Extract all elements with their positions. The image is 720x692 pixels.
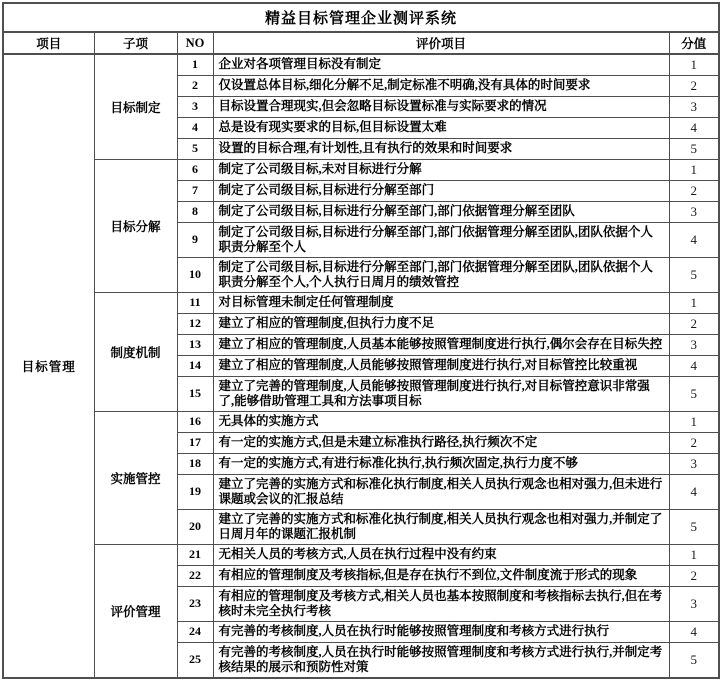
row-score: 1	[669, 54, 719, 75]
row-score: 5	[669, 376, 719, 411]
row-text: 制定了公司级目标,目标进行分解至部门,部门依据管理分解至团队	[213, 201, 669, 222]
row-score: 1	[669, 411, 719, 432]
row-text: 有完善的考核制度,人员在执行时能够按照管理制度和考核方式进行执行,并制定考核结果的展示和预防性对策	[213, 642, 669, 678]
row-no: 6	[177, 159, 213, 180]
row-score: 5	[669, 257, 719, 292]
row-text: 有一定的实施方式,但是未建立标准执行路径,执行频次不定	[213, 432, 669, 453]
row-score: 5	[669, 138, 719, 159]
row-no: 17	[177, 432, 213, 453]
subitem-cell-system-mechanism: 制度机制	[94, 292, 177, 411]
row-text: 建立了相应的管理制度,人员能够按照管理制度进行执行,对目标管控比较重视	[213, 355, 669, 376]
subitem-cell-implementation-control: 实施管控	[94, 411, 177, 544]
row-score: 2	[669, 565, 719, 586]
project-cell: 目标管理	[3, 54, 94, 678]
row-score: 3	[669, 96, 719, 117]
column-header-no: NO	[177, 32, 213, 54]
row-no: 13	[177, 334, 213, 355]
row-score: 2	[669, 75, 719, 96]
row-no: 7	[177, 180, 213, 201]
row-no: 19	[177, 474, 213, 509]
subitem-cell-goal-setting: 目标制定	[94, 54, 177, 159]
subitem-cell-goal-decomposition: 目标分解	[94, 159, 177, 292]
row-no: 15	[177, 376, 213, 411]
row-no: 23	[177, 586, 213, 621]
row-no: 16	[177, 411, 213, 432]
row-text: 建立了相应的管理制度,但执行力度不足	[213, 313, 669, 334]
page-title: 精益目标管理企业测评系统	[3, 3, 719, 32]
row-score: 4	[669, 621, 719, 642]
row-score: 5	[669, 642, 719, 678]
row-score: 3	[669, 453, 719, 474]
row-score: 4	[669, 117, 719, 138]
row-no: 9	[177, 222, 213, 257]
row-no: 11	[177, 292, 213, 313]
row-score: 4	[669, 222, 719, 257]
table-row	[3, 54, 719, 75]
row-score: 2	[669, 313, 719, 334]
row-text: 目标设置合理现实,但会忽略目标设置标准与实际要求的情况	[213, 96, 669, 117]
row-no: 3	[177, 96, 213, 117]
row-text: 有完善的考核制度,人员在执行时能够按照管理制度和考核方式进行执行	[213, 621, 669, 642]
column-header-project: 项目	[3, 32, 94, 54]
row-score: 1	[669, 544, 719, 565]
row-no: 4	[177, 117, 213, 138]
row-no: 10	[177, 257, 213, 292]
row-text: 建立了完善的实施方式和标准化执行制度,相关人员执行观念也相对强力,但未进行课题或会议的汇报总结	[213, 474, 669, 509]
row-score: 4	[669, 355, 719, 376]
row-text: 制定了公司级目标,目标进行分解至部门	[213, 180, 669, 201]
row-score: 3	[669, 586, 719, 621]
table-row	[3, 544, 719, 565]
row-text: 总是设有现实要求的目标,但目标设置太难	[213, 117, 669, 138]
row-text: 制定了公司级目标,未对目标进行分解	[213, 159, 669, 180]
row-no: 25	[177, 642, 213, 678]
row-text: 制定了公司级目标,目标进行分解至部门,部门依据管理分解至团队,团队依据个人职责分解至个人	[213, 222, 669, 257]
row-no: 24	[177, 621, 213, 642]
table-row	[3, 411, 719, 432]
row-text: 无具体的实施方式	[213, 411, 669, 432]
row-no: 12	[177, 313, 213, 334]
row-no: 18	[177, 453, 213, 474]
row-score: 2	[669, 180, 719, 201]
row-text: 制定了公司级目标,目标进行分解至部门,部门依据管理分解至团队,团队依据个人职责分解至个人,个人执行日周月的绩效管控	[213, 257, 669, 292]
row-score: 1	[669, 292, 719, 313]
row-text: 有相应的管理制度及考核指标,但是存在执行不到位,文件制度流于形式的现象	[213, 565, 669, 586]
table-row	[3, 159, 719, 180]
header-row	[3, 32, 719, 54]
row-no: 1	[177, 54, 213, 75]
row-score: 3	[669, 334, 719, 355]
row-no: 22	[177, 565, 213, 586]
row-text: 有一定的实施方式,有进行标准化执行,执行频次固定,执行力度不够	[213, 453, 669, 474]
table-row	[3, 292, 719, 313]
row-text: 对目标管理未制定任何管理制度	[213, 292, 669, 313]
row-no: 21	[177, 544, 213, 565]
row-text: 有相应的管理制度及考核方式,相关人员也基本按照制度和考核指标去执行,但在考核时未完全执行考核	[213, 586, 669, 621]
subitem-cell-evaluation-management: 评价管理	[94, 544, 177, 678]
row-text: 建立了相应的管理制度,人员基本能够按照管理制度进行执行,偶尔会存在目标失控	[213, 334, 669, 355]
row-text: 无相关人员的考核方式,人员在执行过程中没有约束	[213, 544, 669, 565]
row-score: 1	[669, 159, 719, 180]
row-no: 2	[177, 75, 213, 96]
row-text: 仅设置总体目标,细化分解不足,制定标准不明确,没有具体的时间要求	[213, 75, 669, 96]
row-text: 企业对各项管理目标没有制定	[213, 54, 669, 75]
row-no: 14	[177, 355, 213, 376]
row-no: 5	[177, 138, 213, 159]
assessment-table	[2, 2, 720, 679]
row-text: 建立了完善的管理制度,人员能够按照管理制度进行执行,对目标管控意识非常强了,能够借助管理工具和方法事项目标	[213, 376, 669, 411]
row-no: 20	[177, 509, 213, 544]
column-header-subitem: 子项	[94, 32, 177, 54]
row-text: 建立了完善的实施方式和标准化执行制度,相关人员执行观念也相对强力,并制定了日周月年的课题汇报机制	[213, 509, 669, 544]
row-no: 8	[177, 201, 213, 222]
row-score: 2	[669, 432, 719, 453]
row-score: 3	[669, 201, 719, 222]
row-score: 5	[669, 509, 719, 544]
row-text: 设置的目标合理,有计划性,且有执行的效果和时间要求	[213, 138, 669, 159]
column-header-score: 分值	[669, 32, 719, 54]
title-row	[3, 3, 719, 32]
row-score: 4	[669, 474, 719, 509]
column-header-item: 评价项目	[213, 32, 669, 54]
